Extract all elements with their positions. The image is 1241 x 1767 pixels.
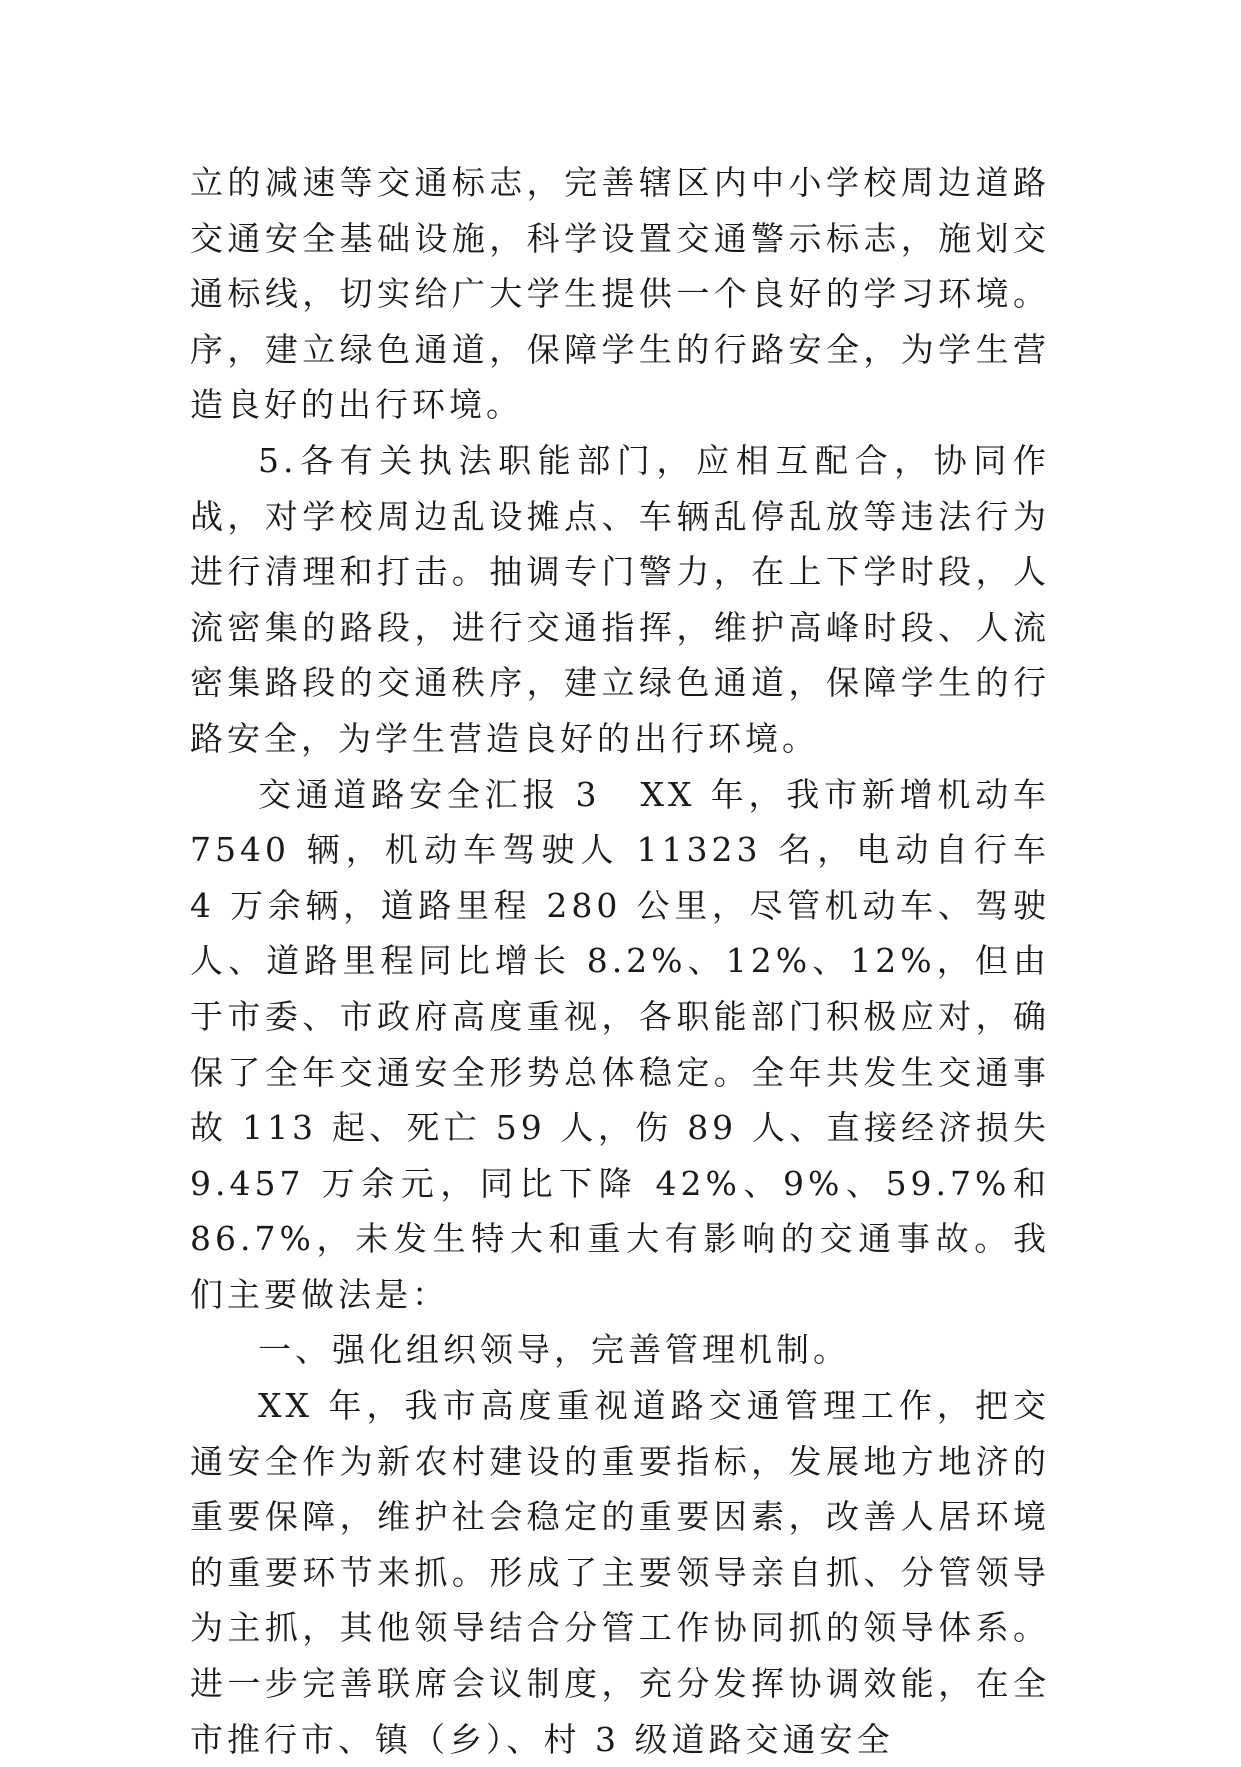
paragraph-1: 立的减速等交通标志，完善辖区内中小学校周边道路交通安全基础设施，科学设置交通警示标志，施划交通标线，切实给广大学生提供一个良好的学习环境。序，建立绿色通道，保障学生的行路安全，为学生营造良好的出行环境。 — [190, 163, 1050, 425]
report-heading: 交通道路安全汇报 3 — [258, 774, 601, 814]
paragraph-2: 5.各有关执法职能部门，应相互配合，协同作战，对学校周边乱设摊点、车辆乱停乱放等违法行为进行清理和打击。抽调专门警力，在上下学时段，人流密集的路段，进行交通指挥，维护高峰时段、人流密集路段的交通秩序，建立绿色通道，保障学生的行路安全，为学生营造良好的出行环境。 — [190, 440, 1050, 758]
report-summary: XX 年，我市新增机动车 7540 辆，机动车驾驶人 11323 名，电动自行车 4 万余辆，道路里程 280 公里，尽管机动车、驾驶人、道路里程同比增长 8.2%、12%、12%，但由于市委、市政府高度重视，各职能部门积极应对，确保了全年交通安全形势总体稳定。全年共发生交通事故 113 起、死亡 59 人，伤 89 人、直接经济损失 9.457 万余元，同比下降 42%、9%、59.7%和 86.7%，未发生特大和重大有影响的交通事故。我们主要做法是： — [190, 774, 1050, 1314]
paragraph-5: XX 年，我市高度重视道路交通管理工作，把交通安全作为新农村建设的重要指标，发展地方地济的重要保障，维护社会稳定的重要因素，改善人居环境的重要环节来抓。形成了主要领导亲自抓、分管领导为主抓，其他领导结合分管工作协同抓的领导体系。进一步完善联席会议制度，充分发挥协调效能，在全市推行市、镇（乡）、村 3 级道路交通安全 — [190, 1386, 1050, 1759]
section-heading-1: 一、强化组织领导，完善管理机制。 — [258, 1330, 850, 1370]
document-body — [190, 155, 1050, 1767]
paragraph-3 — [190, 767, 1050, 1323]
